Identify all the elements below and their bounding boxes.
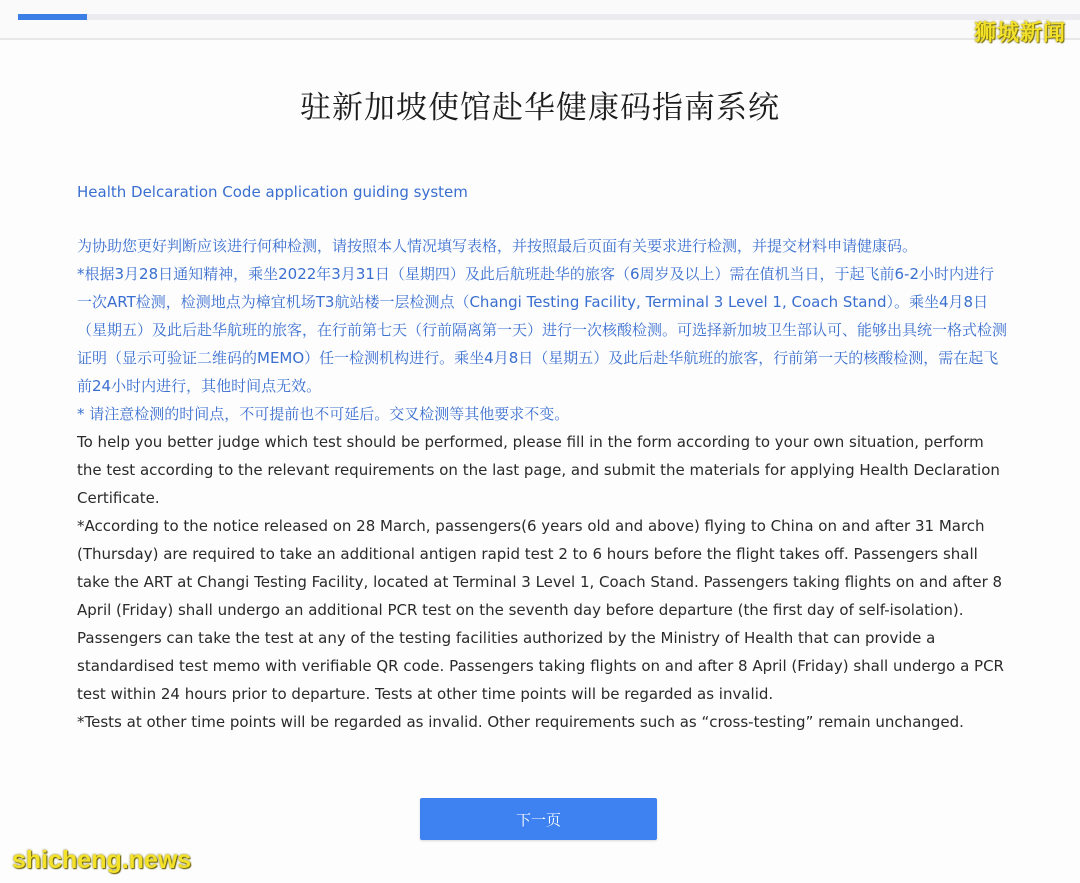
top-bar bbox=[0, 0, 1080, 40]
notice-paragraph-zh: *根据3月28日通知精神，乘坐2022年3月31日（星期四）及此后航班赴华的旅客（6周岁及以上）需在值机当日，于起飞前6-2小时内进行一次ART检测，检测地点为樟宜机场T3航站楼一层检测点（Changi Testing Facility, Terminal 3 Level 1, Coach Stand）。乘坐4月8日（星期五）及此后赴华航班的旅客，在行前第七天（行前隔离第一天）进行一次核酸检测。可选择新加坡卫生部认可、能够出具统一格式检测证明（显示可验证二维码的MEMO）任一检测机构进行。乘坐4月8日（星期五）及此后赴华航班的旅客，行前第一天的核酸检测，需在起飞前24小时内进行，其他时间点无效。 bbox=[77, 265, 1008, 395]
page-title: 驻新加坡使馆赴华健康码指南系统 bbox=[300, 90, 780, 126]
intro-paragraph-en: To help you better judge which test should be performed, please fill in the form according to your own situation, perform the test according to the relevant requirements on the last page, and submit the materials for applying Health Declaration Certificate. bbox=[77, 433, 1000, 507]
watermark-logo-top: 狮城新闻 bbox=[973, 21, 1066, 46]
progress-bar bbox=[18, 14, 1080, 20]
subtitle: Health Delcaration Code application guiding system bbox=[77, 183, 468, 201]
reminder-paragraph-en: *Tests at other time points will be regarded as invalid. Other requirements such as “cross-testing” remain unchanged. bbox=[77, 713, 964, 731]
notice-paragraph-en: *According to the notice released on 28 March, passengers(6 years old and above) flying to China on and after 31 March (Thursday) are required to take an additional antigen rapid test 2 to 6 hours before the flight takes off. Passengers shall take the ART at Changi Testing Facility, located at Terminal 3 Level 1, Coach Stand. Passengers taking flights on and after 8 April (Friday) shall undergo an additional PCR test on the seventh day before departure (the first day of self-isolation). Passengers can take the test at any of the testing facilities authorized by the Ministry of Health that can provide a standardised test memo with verifiable QR code. Passengers taking flights on and after 8 April (Friday) shall undergo a PCR test within 24 hours prior to departure. Tests at other time points will be regarded as invalid. bbox=[77, 517, 1004, 703]
reminder-paragraph-zh: * 请注意检测的时间点，不可提前也不可延后。交叉检测等其他要求不变。 bbox=[77, 405, 570, 423]
watermark-logo-bottom: shicheng.news bbox=[12, 846, 192, 874]
intro-content bbox=[77, 178, 1007, 736]
progress-bar-fill bbox=[18, 14, 87, 20]
intro-paragraph-zh: 为协助您更好判断应该进行何种检测，请按照本人情况填写表格，并按照最后页面有关要求进行检测，并提交材料申请健康码。 bbox=[77, 237, 918, 255]
next-page-button[interactable]: 下一页 bbox=[420, 798, 657, 840]
